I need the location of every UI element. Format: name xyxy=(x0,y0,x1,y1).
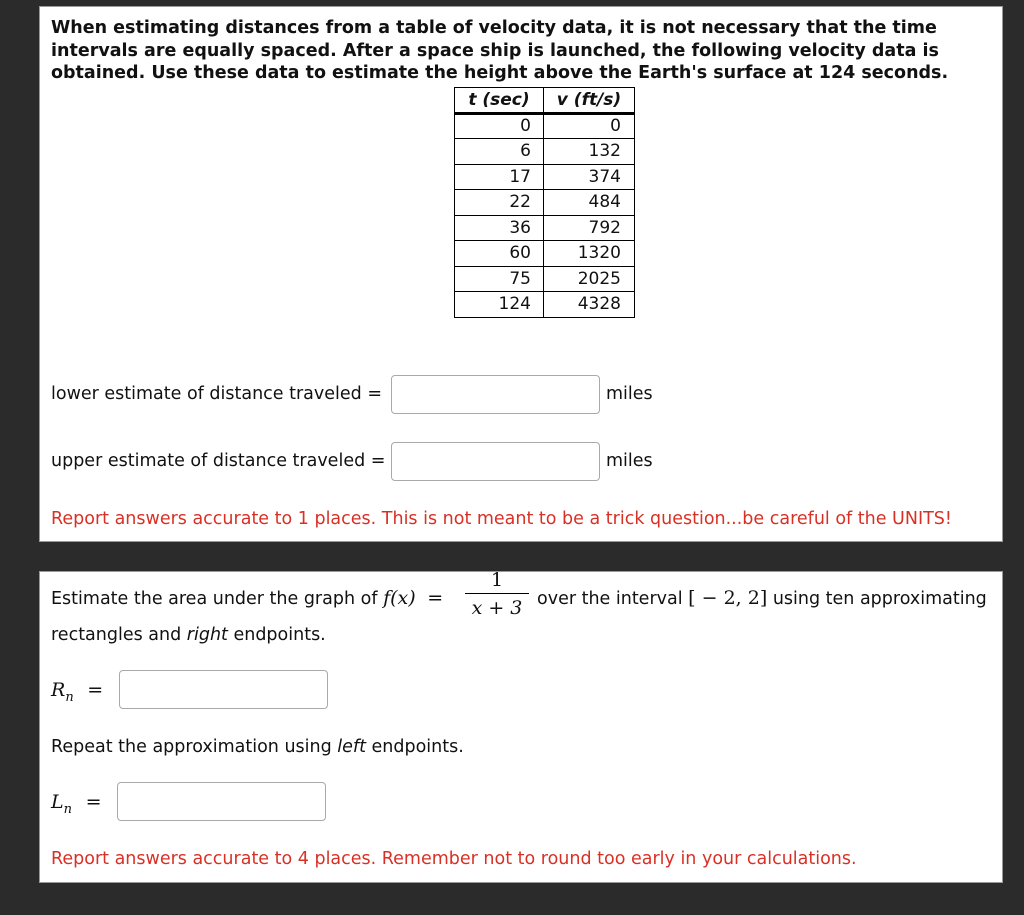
accuracy-note-2: Report answers accurate to 4 places. Remember not to round too early in your calculations. xyxy=(51,849,857,869)
velocity-cell: 484 xyxy=(544,190,635,216)
repeat-instruction: Repeat the approximation using left endpoints. xyxy=(51,737,464,757)
lower-estimate-input[interactable] xyxy=(391,375,600,414)
velocity-cell: 4328 xyxy=(544,292,635,318)
area-question-line2: rectangles and right endpoints. xyxy=(51,625,326,645)
upper-unit: miles xyxy=(606,451,653,471)
ln-input[interactable] xyxy=(117,782,326,821)
area-question-line1: Estimate the area under the graph of f(x) = xyxy=(51,587,444,609)
table-row xyxy=(455,190,635,216)
upper-estimate-label: upper estimate of distance traveled = xyxy=(51,451,386,471)
time-cell: 36 xyxy=(455,215,544,241)
velocity-cell: 2025 xyxy=(544,266,635,292)
time-cell: 22 xyxy=(455,190,544,216)
function-fraction: 1 x + 3 xyxy=(465,569,529,620)
ln-label: $L_n$ = xyxy=(51,791,102,817)
velocity-cell: 374 xyxy=(544,164,635,190)
table-row xyxy=(455,241,635,267)
problem-card-2 xyxy=(39,571,1003,883)
problem-statement: When estimating distances from a table of velocity data, it is not necessary that the time intervals are equally spaced. After a space ship is launched, the following velocity data is obtained. Use these data to estimate the height above the Earth's surface at 124 seconds. xyxy=(51,18,949,83)
lower-unit: miles xyxy=(606,384,653,404)
table-row xyxy=(455,292,635,318)
velocity-cell: 1320 xyxy=(544,241,635,267)
rn-input[interactable] xyxy=(119,670,328,709)
table-row xyxy=(455,139,635,165)
upper-estimate-input[interactable] xyxy=(391,442,600,481)
velocity-cell: 0 xyxy=(544,113,635,139)
accuracy-note-1: Report answers accurate to 1 places. This is not meant to be a trick question...be careful of the UNITS! xyxy=(51,509,952,529)
velocity-cell: 132 xyxy=(544,139,635,165)
velocity-table xyxy=(454,87,635,318)
lower-estimate-label: lower estimate of distance traveled = xyxy=(51,384,382,404)
table-row xyxy=(455,113,635,139)
time-cell: 17 xyxy=(455,164,544,190)
area-question-interval: over the interval [ − 2, 2] using ten approximating xyxy=(537,587,987,609)
time-cell: 0 xyxy=(455,113,544,139)
problem-card-1 xyxy=(39,6,1003,542)
table-row xyxy=(455,266,635,292)
header-time: t (sec) xyxy=(455,88,544,114)
time-cell: 75 xyxy=(455,266,544,292)
time-cell: 6 xyxy=(455,139,544,165)
time-cell: 60 xyxy=(455,241,544,267)
velocity-cell: 792 xyxy=(544,215,635,241)
table-row xyxy=(455,164,635,190)
time-cell: 124 xyxy=(455,292,544,318)
rn-label: $R_n$ = xyxy=(51,679,104,705)
header-velocity: v (ft/s) xyxy=(544,88,635,114)
table-row xyxy=(455,215,635,241)
